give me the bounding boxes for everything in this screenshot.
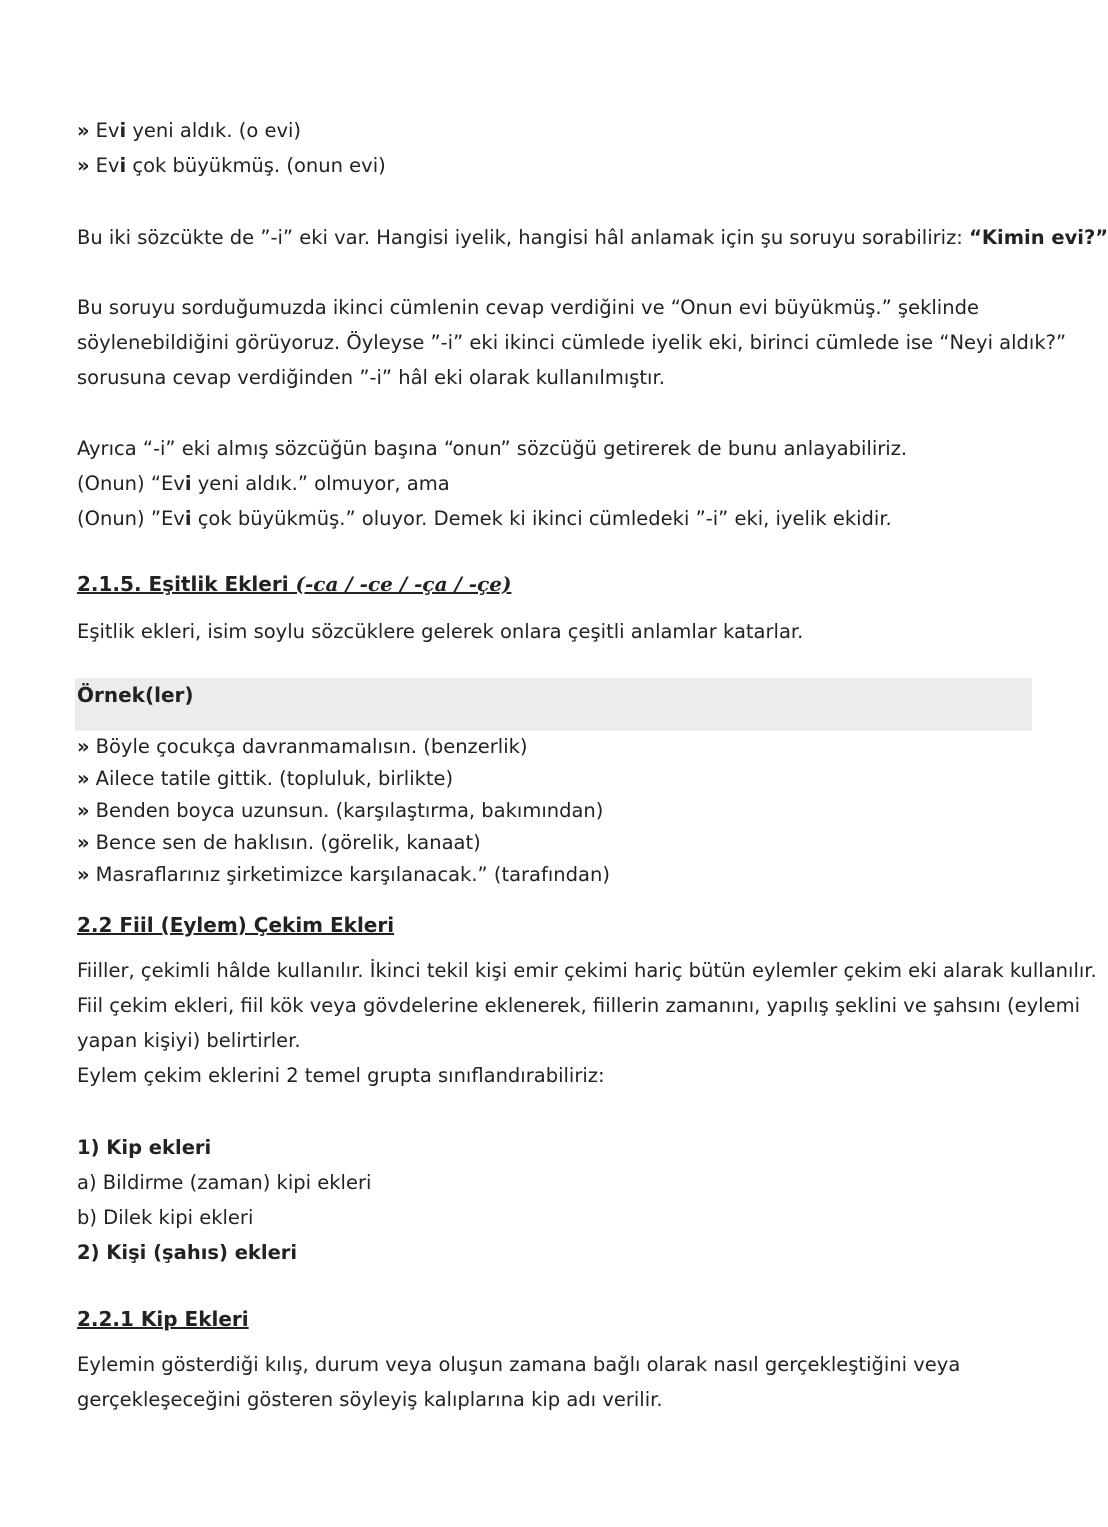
paragraph-explanation: Bu soruyu sorduğumuzda ikinci cümlenin cevap verdiğini ve “Onun evi büyükmüş.” şeklinde söylenebildiğini görüyoruz. Öyleyse ”-i” eki ikinci cümlede iyelik eki, birinci cümlede ise “Neyi aldık?” sorusuna cevap verdiğinden ”-i” hâl eki olarak kullanılmıştır. [77,296,1067,389]
bullet-icon: » [77,799,90,822]
section-heading-fiil-cekim-ekleri: 2.2 Fiil (Eylem) Çekim Ekleri [77,913,395,937]
paragraph-onun-test: Ayrıca “-i” eki almış sözcüğün başına “onun” sözcüğü getirerek de bunu anlayabiliriz. (Onun) “Evi yeni aldık.” olmuyor, ama (Onun) ”Evi çok büyükmüş.” oluyor. Demek ki ikinci cümledeki ”-i” eki, iyelik ekidir. [77,437,908,530]
examples-header-box [75,678,1032,731]
example-line-2: » Evi çok büyükmüş. (onun evi) [77,154,386,177]
list-item: » Böyle çocukça davranmamalısın. (benzerlik) [77,735,528,758]
bullet-icon: » [77,863,90,886]
section-heading-esitlik-ekleri: 2.1.5. Eşitlik Ekleri (-ca / -ce / -ça / -çe) [77,572,512,596]
bullet-icon: » [77,154,90,177]
list-item: » Ailece tatile gittik. (topluluk, birlikte) [77,767,454,790]
bullet-icon: » [77,735,90,758]
section-221-body: Eylemin gösterdiği kılış, durum veya oluşun zamana bağlı olarak nasıl gerçekleştiğini veya gerçekleşeceğini gösteren söyleyiş kalıplarına kip adı verilir. [77,1353,961,1411]
example-line-1: » Evi yeni aldık. (o evi) [77,119,302,142]
list-item: » Masraflarınız şirketimizce karşılanacak.” (tarafından) [77,863,610,886]
section-description: Eşitlik ekleri, isim soylu sözcüklere gelerek onlara çeşitli anlamlar katarlar. [77,620,804,643]
examples-header-label: Örnek(ler) [77,683,194,707]
list-item: » Benden boyca uzunsun. (karşılaştırma, bakımından) [77,799,604,822]
kip-list: 1) Kip ekleri a) Bildirme (zaman) kipi ekleri b) Dilek kipi ekleri 2) Kişi (şahıs) ekleri [77,1136,372,1264]
section-heading-kip-ekleri: 2.2.1 Kip Ekleri [77,1307,249,1331]
bullet-icon: » [77,831,90,854]
list-item: » Bence sen de haklısın. (görelik, kanaat) [77,831,481,854]
paragraph-kimin-evi: Bu iki sözcükte de ”-i” eki var. Hangisi iyelik, hangisi hâl anlamak için şu soruyu sorabiliriz: “Kimin evi?” [77,226,1108,249]
bullet-icon: » [77,119,90,142]
bullet-icon: » [77,767,90,790]
section-22-body: Fiiller, çekimli hâlde kullanılır. İkinci tekil kişi emir çekimi hariç bütün eylemler çekim eki alarak kullanılır. Fiil çekim ekleri, fiil kök veya gövdelerine eklenerek, fiillerin zamanını, yapılış şeklini ve şahsını (eylemi yapan kişiyi) belirtirler. Eylem çekim eklerini 2 temel grupta sınıflandırabiliriz: [77,959,1097,1087]
